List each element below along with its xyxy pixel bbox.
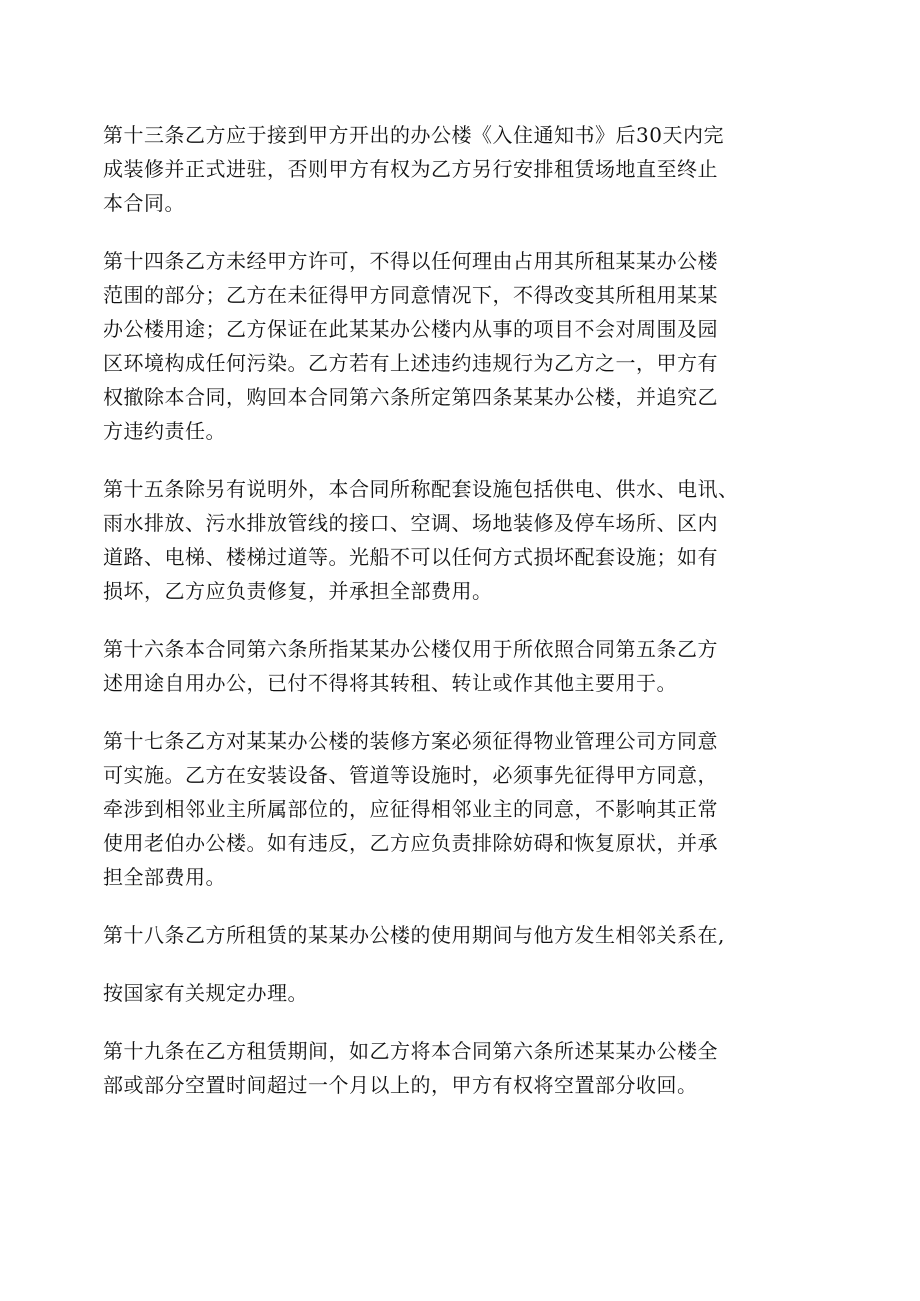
text-line: 第十四条乙方未经甲方许可，不得以任何理由占用其所租某某办公楼 — [103, 249, 718, 273]
text-line: 权撤除本合同，购回本合同第六条所定第四条某某办公楼，并追究乙 — [103, 385, 718, 409]
text-line: 述用途自用办公，已付不得将其转租、转让或作其他主要用于。 — [103, 671, 677, 695]
text-line: 办公楼用途；乙方保证在此某某办公楼内从事的项目不会对周围及园 — [103, 317, 718, 341]
article-16-paragraph — [103, 632, 783, 700]
text-line: 按国家有关规定办理。 — [103, 981, 308, 1005]
text-line: 方违约责任。 — [103, 419, 226, 443]
text-line: 损坏，乙方应负责修复，并承担全部费用。 — [103, 579, 493, 603]
text-line: 第十八条乙方所租赁的某某办公楼的使用期间与他方发生相邻关系在, — [103, 923, 725, 947]
text-line: 道路、电梯、楼梯过道等。光船不可以任何方式损坏配套设施；如有 — [103, 545, 718, 569]
article-18-continuation — [103, 976, 783, 1010]
text-line: 范围的部分；乙方在未征得甲方同意情况下，不得改变其所租用某某 — [103, 283, 718, 307]
text-line: 第十七条乙方对某某办公楼的装修方案必须征得物业管理公司方同意 — [103, 729, 718, 753]
document-body — [103, 118, 783, 1126]
article-14-paragraph — [103, 244, 783, 448]
article-15-paragraph — [103, 472, 783, 608]
text-line: 第十五条除另有说明外，本合同所称配套设施包括供电、供水、电讯、 — [103, 477, 739, 501]
text-line: 部或部分空置时间超过一个月以上的，甲方有权将空置部分收回。 — [103, 1073, 698, 1097]
text-line: 区环境构成任何污染。乙方若有上述违约违规行为乙方之一，甲方有 — [103, 351, 718, 375]
text-line: 第十三条乙方应于接到甲方开出的办公楼《入住通知书》后30天内完 — [103, 123, 724, 147]
article-13-paragraph — [103, 118, 783, 220]
text-line: 牵涉到相邻业主所属部位的，应征得相邻业主的同意，不影响其正常 — [103, 797, 718, 821]
text-line: 可实施。乙方在安装设备、管道等设施时，必须事先征得甲方同意， — [103, 763, 718, 787]
text-line: 第十九条在乙方租赁期间，如乙方将本合同第六条所述某某办公楼全 — [103, 1039, 718, 1063]
text-line: 雨水排放、污水排放管线的接口、空调、场地装修及停车场所、区内 — [103, 511, 718, 535]
text-line: 第十六条本合同第六条所指某某办公楼仅用于所依照合同第五条乙方 — [103, 637, 718, 661]
article-19-paragraph — [103, 1034, 783, 1102]
text-line: 本合同。 — [103, 191, 185, 215]
text-line: 使用老伯办公楼。如有违反，乙方应负责排除妨碍和恢复原状，并承 — [103, 831, 718, 855]
article-17-paragraph — [103, 724, 783, 894]
article-18-paragraph — [103, 918, 783, 952]
text-line: 担全部费用。 — [103, 865, 226, 889]
text-line: 成装修并正式进驻，否则甲方有权为乙方另行安排租赁场地直至终止 — [103, 157, 718, 181]
